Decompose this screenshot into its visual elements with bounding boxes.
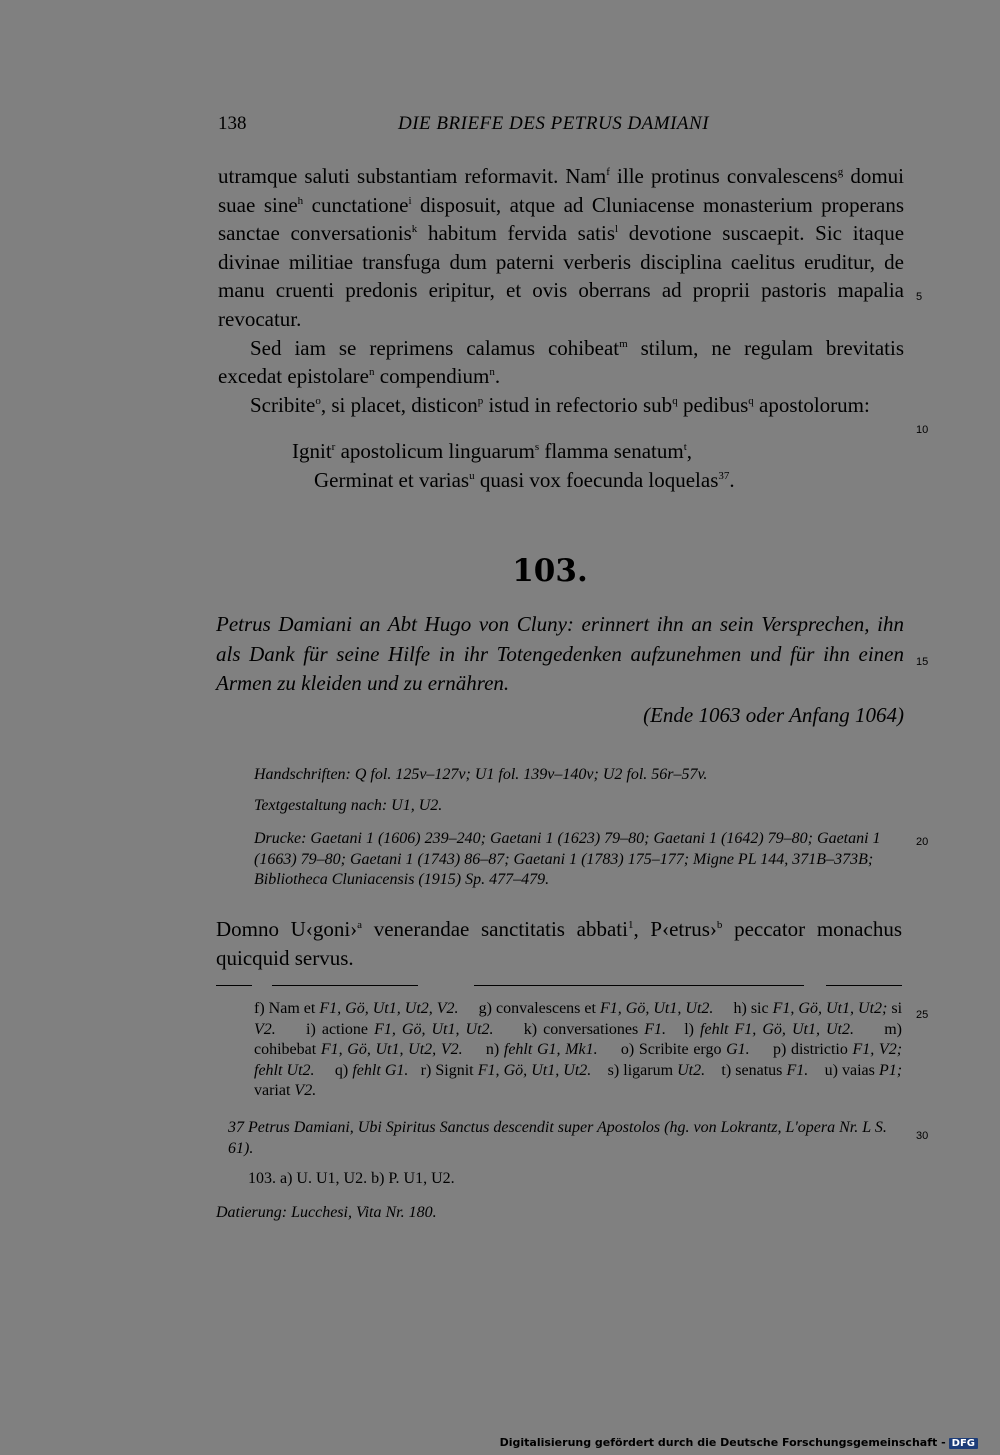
running-title: DIE BRIEFE DES PETRUS DAMIANI xyxy=(398,113,710,134)
footnote-rule xyxy=(216,985,252,986)
letter-date: (Ende 1063 oder Anfang 1064) xyxy=(643,703,904,727)
line-number: 30 xyxy=(916,1130,929,1142)
text-basis: Textgestaltung nach: U1, U2. xyxy=(254,797,443,814)
line-number: 5 xyxy=(916,291,923,303)
line-number: 20 xyxy=(916,836,929,848)
verse-line-1: Ignit$^r$ apostolicum linguarum$^s$ flamma senatum$^t$, xyxy=(292,439,693,463)
verse-line-2: Germinat et varias$^u$ quasi vox foecunda loquelas$^{37}$. xyxy=(314,468,735,492)
textual-apparatus: f) Nam et F1, Gö, Ut1, Ut2, V2. g) convalescens et F1, Gö, Ut1, Ut2. h) sic F1, Gö, Ut1, Ut2; si V2. i) actione F1, Gö, Ut1, Ut2. k) conversationes F1. l) fehlt F1, Gö, Ut1, Ut2. m) cohibebat F1, Gö, Ut1, Ut2, V2. n) fehlt G1, Mk1. o) Scribite ergo G1. p) districtio F1, V2; fehlt Ut2. q) fehlt G1. r) Signit F1, Gö, Ut1, Ut2. s) ligarum Ut2. t) senatus F1. u) vaias P1; variat V2. xyxy=(254,1000,903,1099)
manuscripts: Handschriften: Q fol. 125v–127v; U1 fol. 139v–140v; U2 fol. 56r–57v. xyxy=(254,766,708,783)
footnote-103: 103. a) U. U1, U2. b) P. U1, U2. xyxy=(248,1170,455,1187)
letter-number: 103. xyxy=(512,553,588,589)
line-number: 25 xyxy=(916,1009,929,1021)
letter-summary: Petrus Damiani an Abt Hugo von Cluny: erinnert ihn an sein Versprechen, ihn als Dank für seine Hilfe in ihr Totengedenken aufzunehmen und für ihn einen Armen zu kleiden und zu ernähren. xyxy=(216,612,904,695)
dating-note: Datierung: Lucchesi, Vita Nr. 180. xyxy=(216,1204,437,1221)
body-paragraph-1: utramque saluti substantiam reformavit. Nam$^f$ ille protinus convalescens$^g$ domui suae sine$^h$ cunctatione$^i$ disposuit, atque ad Cluniacense monasterium properans sanctae conversationis$^k$ habitum fervida satis$^l$ devotione suscaepit. Sic itaque divinae militiae transfuga dum paterni verberis disciplina caelitus eruditur, de manu cruenti predonis eripitur, et ovis oberrans ad proprii pastoris mapalia revocatur. Sed iam se reprimens calamus cohibeat$^m$ stilum, ne regulam brevitatis excedat epistolare$^n$ compendium$^n$. Scribite$^o$, si placet, disticon$^p$ istud in refectorio sub$^q$ pedibus$^q$ apostolorum: xyxy=(218,162,904,419)
footnote-rule xyxy=(826,985,902,986)
dfg-logo: DFG xyxy=(949,1438,978,1449)
line-number: 15 xyxy=(916,656,929,668)
body-paragraph-3: Scribite$^o$, si placet, disticon$^p$ istud in refectorio sub$^q$ pedibus$^q$ apostolorum: xyxy=(250,392,870,417)
line-number: 10 xyxy=(916,424,929,436)
footnote-rule xyxy=(474,985,804,986)
letter-greeting: Domno U‹goni›$^a$ venerandae sanctitatis abbati$^1$, P‹etrus›$^b$ peccator monachus quicquid servus. xyxy=(216,917,902,970)
digitization-credit: Digitalisierung gefördert durch die Deutsche Forschungsgemeinschaft - DFG xyxy=(500,1436,978,1449)
page-number: 138 xyxy=(218,113,247,134)
printed-editions: Drucke: Gaetani 1 (1606) 239–240; Gaetani 1 (1623) 79–80; Gaetani 1 (1642) 79–80; Gaetani 1 (1663) 79–80; Gaetani 1 (1743) 86–87; Gaetani 1 (1783) 175–177; Migne PL 144, 371B–373B; Bibliotheca Cluniacensis (1915) Sp. 477–479. xyxy=(254,830,881,888)
footnote-37: 37 Petrus Damiani, Ubi Spiritus Sanctus descendit super Apostolos (hg. von Lokrantz, L'opera Nr. L S. 61). xyxy=(228,1119,887,1157)
footnote-rule xyxy=(272,985,418,986)
body-paragraph-2: Sed iam se reprimens calamus cohibeat$^m$ stilum, ne regulam brevitatis excedat epistolare$^n$ compendium$^n$. xyxy=(218,335,905,389)
